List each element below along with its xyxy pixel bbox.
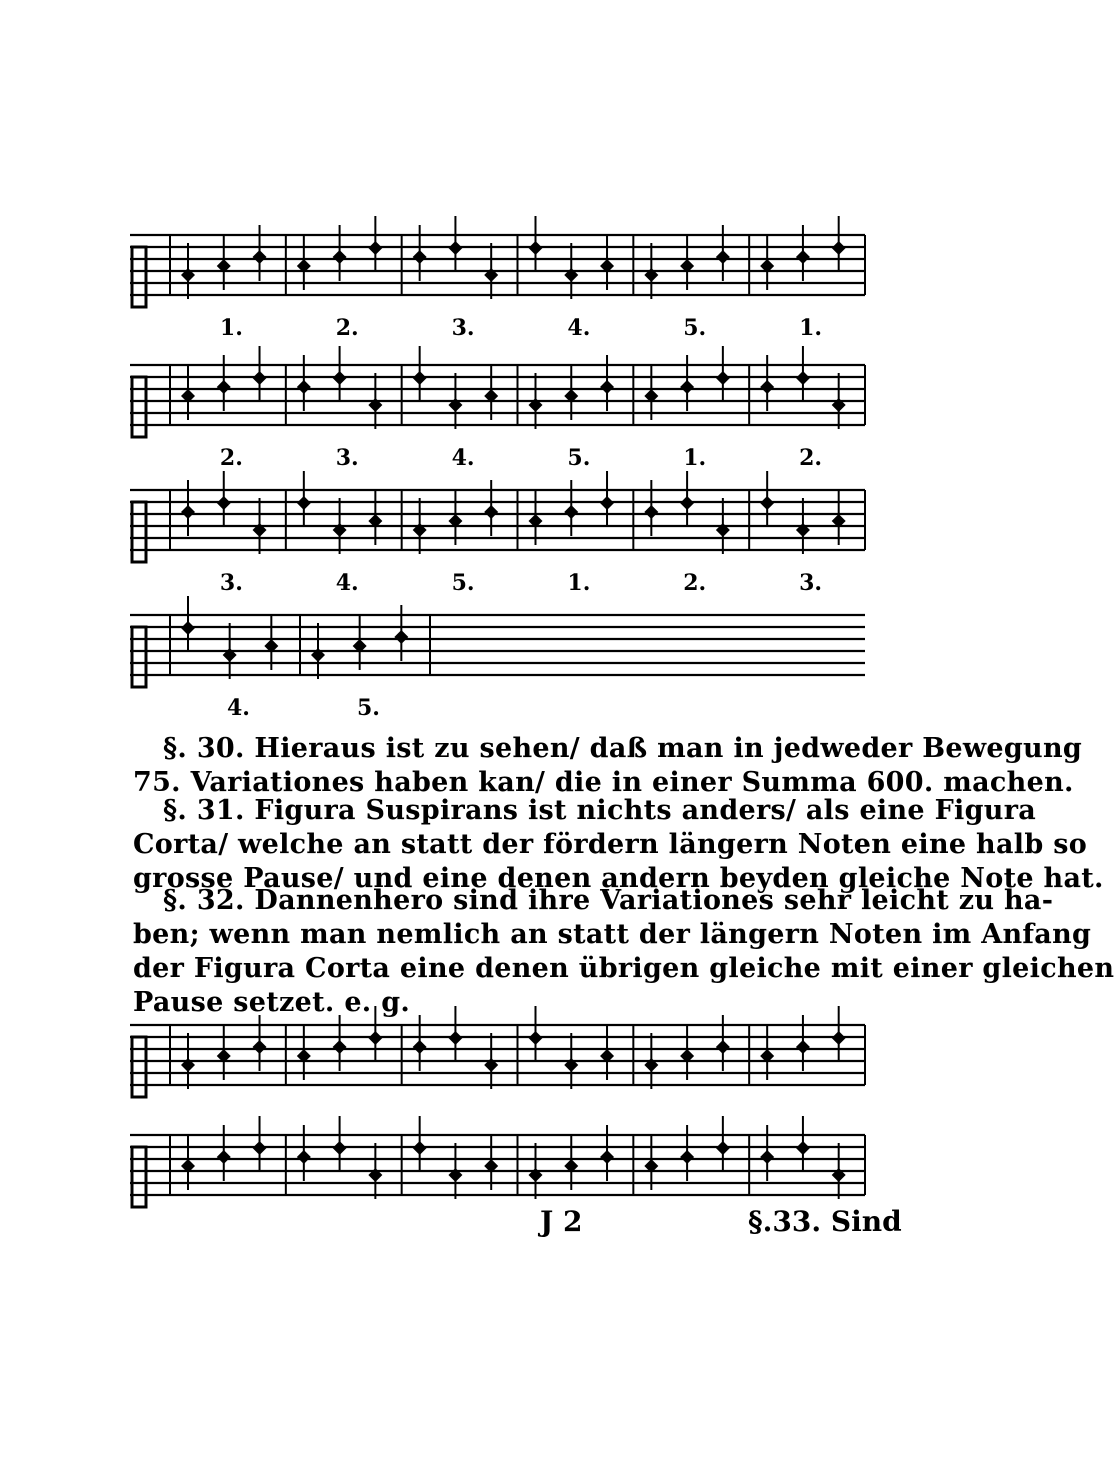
paragraph-line: grosse Pause/ und eine denen andern beyden gleiche Note hat.: [133, 863, 1104, 894]
paragraph-line: Corta/ welche an statt der fördern längern Noten eine halb so: [133, 829, 1088, 860]
paragraph-line: §. 32. Dannenhero sind ihre Variationes sehr leicht zu ha-: [163, 885, 1054, 916]
staff-notation: [130, 355, 865, 455]
variation-number: 4.: [451, 445, 475, 471]
variation-number: 1.: [567, 570, 591, 596]
staff-notation: [130, 1015, 865, 1115]
staff-notation: [130, 225, 865, 325]
variation-number: 5.: [683, 315, 707, 341]
variation-number: 2.: [799, 445, 823, 471]
staff-notation: [130, 605, 865, 705]
paragraph-30: [133, 732, 1083, 800]
variation-number: 5.: [357, 695, 380, 721]
paragraph-line: §. 31. Figura Suspirans ist nichts anders/ als eine Figura: [163, 795, 1037, 826]
variation-number: 5.: [451, 570, 475, 596]
variation-number: 5.: [567, 445, 591, 471]
staff-notation: [130, 480, 865, 580]
variation-number: 3.: [799, 570, 823, 596]
signature-mark: J 2: [540, 1205, 583, 1238]
paragraph-line: ben; wenn man nemlich an statt der längern Noten im Anfang: [133, 919, 1092, 950]
paragraph-32: [133, 884, 1114, 1020]
staff-system-4: [130, 605, 865, 721]
variation-number: 1.: [683, 445, 707, 471]
variation-number: 4.: [335, 570, 359, 596]
variation-number: 4.: [227, 695, 250, 721]
variation-number: 3.: [335, 445, 359, 471]
paragraph-line: 75. Variationes haben kan/ die in einer Summa 600. machen.: [133, 767, 1074, 798]
variation-number: 2.: [335, 315, 359, 341]
variation-number: 1.: [799, 315, 823, 341]
variation-number: 1.: [219, 315, 243, 341]
variation-number: 3.: [451, 315, 475, 341]
staff-system-5: [130, 1015, 865, 1115]
staff-system-1: [130, 225, 865, 341]
catchword: §.33. Sind: [748, 1205, 902, 1238]
variation-number: 2.: [683, 570, 707, 596]
paragraph-line: §. 30. Hieraus ist zu sehen/ daß man in jedweder Bewegung: [163, 733, 1083, 764]
paragraph-line: der Figura Corta eine denen übrigen gleiche mit einer gleichen: [133, 953, 1114, 984]
variation-number: 2.: [219, 445, 243, 471]
variation-number: 4.: [567, 315, 591, 341]
paragraph-31: [133, 794, 1104, 896]
staff-system-2: [130, 355, 865, 471]
paragraph-line: Pause setzet. e. g.: [133, 987, 411, 1018]
staff-system-3: [130, 480, 865, 596]
variation-number: 3.: [219, 570, 243, 596]
